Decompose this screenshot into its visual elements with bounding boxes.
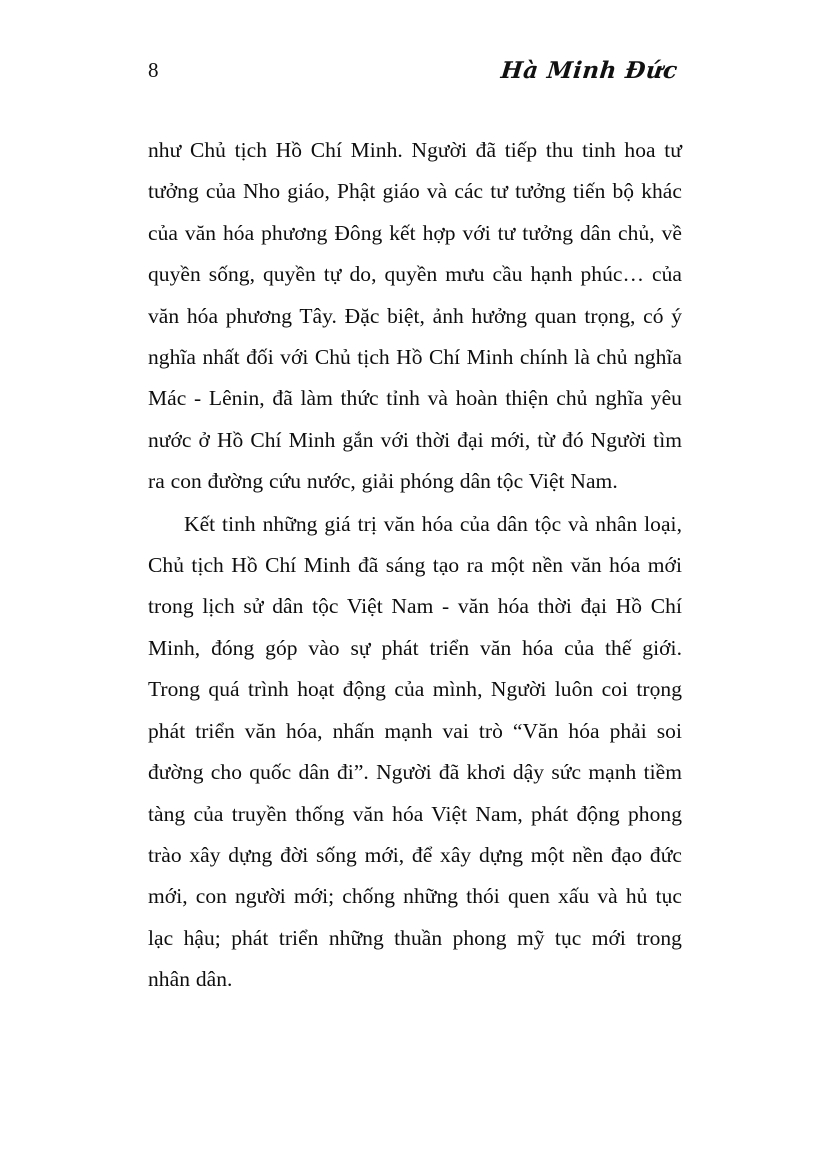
paragraph-continuation: như Chủ tịch Hồ Chí Minh. Người đã tiếp thu tinh hoa tư tưởng của Nho giáo, Phật giáo và các tư tưởng tiến bộ khác của văn hóa phương Đông kết hợp với tư tưởng dân chủ, về quyền sống, quyền tự do, quyền mưu cầu hạnh phúc… của văn hóa phương Tây. Đặc biệt, ảnh hưởng quan trọng, có ý nghĩa nhất đối với Chủ tịch Hồ Chí Minh chính là chủ nghĩa Mác - Lênin, đã làm thức tỉnh và hoàn thiện chủ nghĩa yêu nước ở Hồ Chí Minh gắn với thời đại mới, từ đó Người tìm ra con đường cứu nước, giải phóng dân tộc Việt Nam. <box>148 138 682 494</box>
running-head-author: Hà Minh Đức <box>500 57 680 84</box>
paragraph: Kết tinh những giá trị văn hóa của dân tộc và nhân loại, Chủ tịch Hồ Chí Minh đã sáng tạo ra một nền văn hóa mới trong lịch sử dân tộc Việt Nam - văn hóa thời đại Hồ Chí Minh, đóng góp vào sự phát triển văn hóa của thế giới. Trong quá trình hoạt động của mình, Người luôn coi trọng phát triển văn hóa, nhấn mạnh vai trò “Văn hóa phải soi đường cho quốc dân đi”. Người đã khơi dậy sức mạnh tiềm tàng của truyền thống văn hóa Việt Nam, phát động phong trào xây dựng đời sống mới, để xây dựng một nền đạo đức mới, con người mới; chống những thói quen xấu và hủ tục lạc hậu; phát triển những thuần phong mỹ tục mới trong nhân dân. <box>148 511 682 992</box>
page-number: 8 <box>148 58 159 82</box>
page-body <box>148 130 682 1001</box>
page-header <box>148 58 680 102</box>
